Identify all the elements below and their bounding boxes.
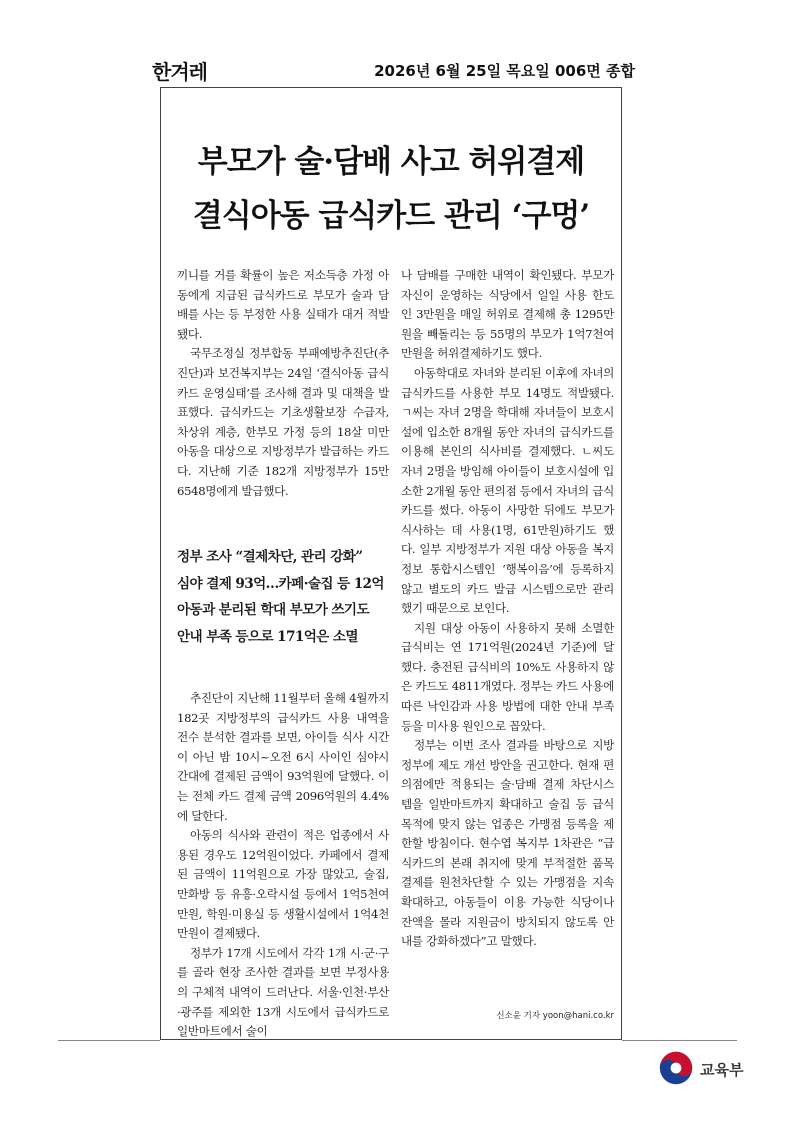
paragraph: 추진단이 지난해 11월부터 올해 4월까지 182곳 지방정부의 급식카드 사용 내역을 전수 분석한 결과를 보면, 아이들 식사 시간이 아닌 밤 10시~오전 6시 사이인 심야시간대에 결제된 금액이 93억원에 달했다. 이는 전체 카드 결제 금액 2096억원의 4.4%에 달한다. (177, 691, 389, 823)
taeguk-logo-icon (658, 1050, 694, 1086)
article-column-left-bottom (177, 689, 389, 1042)
ministry-label: 교육부 (700, 1061, 744, 1079)
paragraph: 지원 대상 아동이 사용하지 못해 소멸한 급식비는 연 171억원(2024년 기준)에 달했다. 충전된 급식비의 10%도 사용하지 않은 카드도 4811개였다. 정부는 카드 사용에 따른 낙인감과 사용 방법에 대한 안내 부족 등을 미사용 원인으로 꼽았다. (401, 620, 614, 733)
article-column-right (401, 266, 614, 952)
paragraph: 아동의 식사와 관련이 적은 업종에서 사용된 경우도 12억원이었다. 카페에서 결제된 금액이 11억원으로 가장 많았고, 술집, 만화방 등 유흥·오락시설 등에서 1억5천여만원, 학원·미용실 등 생활시설에서 1억4천만원이 결제됐다. (177, 828, 389, 941)
paragraph: 아동학대로 자녀와 분리된 이후에 자녀의 급식카드를 사용한 부모 14명도 적발됐다. ㄱ씨는 자녀 2명을 학대해 자녀들이 보호시설에 입소한 8개월 동안 자녀의 급식카드를 이용해 본인의 식사비를 결제했다. ㄴ씨도 자녀 2명을 방임해 아이들이 보호시설에 입소한 2개월 동안 편의점 등에서 자녀의 급식카드를 썼다. 아동이 사망한 뒤에도 부모가 식사하는 데 사용(1명, 61만원)하기도 했다. 일부 지방정부가 지원 대상 아동을 복지정보 통합시스템인 ‘행복이음’에 등록하지 않고 별도의 카드 발급 시스템으로만 관리했기 때문으로 보인다. (401, 365, 614, 616)
publication-dateline: 2026년 6월 25일 목요일 006면 종합 (374, 62, 635, 80)
paragraph: 정부는 이번 조사 결과를 바탕으로 지방정부에 제도 개선 방안을 권고한다. 현재 편의점에만 적용되는 술·담배 결제 차단시스템을 일반마트까지 확대하고 술집 등 급식 목적에 맞지 않는 업종은 가맹점 등록을 제한할 방침이다. 현수엽 복지부 1차관은 “급식카드의 본래 취지에 맞게 부적절한 품목 결제를 원천차단할 수 있는 가맹점을 지속 확대하고, 아동들이 이용 가능한 식당이나 잔액을 몰라 지원금이 방치되지 않도록 안내를 강화하겠다”고 말했다. (401, 738, 614, 949)
article-byline: 신소윤 기자 yoon@hani.co.kr (496, 1011, 614, 1021)
footer-divider-left (58, 1040, 160, 1041)
paragraph: 나 담배를 구매한 내역이 확인됐다. 부모가 자신이 운영하는 식당에서 일일 사용 한도인 3만원을 매일 허위로 결제해 총 1295만원을 빼돌리는 등 55명의 부모가 1억7천여만원을 허위결제하기도 했다. (401, 268, 614, 361)
newspaper-masthead: 한겨레 (152, 60, 207, 84)
subhead-line: 안내 부족 등으로 171억은 소멸 (177, 628, 358, 645)
headline-line-1: 부모가 술·담배 사고 허위결제 (197, 144, 585, 180)
article-column-left-top (177, 266, 389, 501)
footer-divider-right (622, 1040, 737, 1041)
paragraph: 끼니를 거를 확률이 높은 저소득층 가정 아동에게 지급된 급식카드로 부모가 술과 담배를 사는 등 부정한 사용 실태가 대거 적발됐다. (177, 268, 389, 341)
headline-line-2: 결식아동 급식카드 관리 ‘구멍’ (192, 198, 590, 234)
paragraph: 국무조정실 정부합동 부패예방추진단(추진단)과 보건복지부는 24일 ‘결식아동 급식카드 운영실태’를 조사해 결과 및 대책을 발표했다. 급식카드는 기초생활보장 수급자, 차상위 계층, 한부모 가정 등의 18살 미만 아동을 대상으로 지방정부가 발급하는 카드다. 지난해 기준 182개 지방정부가 15만6548명에게 발급했다. (177, 346, 389, 498)
subhead-line: 정부 조사 “결제차단, 관리 강화” (177, 549, 363, 565)
paragraph: 정부가 17개 시도에서 각각 1개 시·군·구를 골라 현장 조사한 결과를 보면 부정사용의 구체적 내역이 드러난다. 서울·인천·부산·광주를 제외한 13개 시도에서 급식카드로 일반마트에서 술이 (177, 945, 389, 1039)
subhead-line: 아동과 분리된 학대 부모가 쓰기도 (177, 602, 369, 619)
article-subheadline (177, 544, 392, 650)
subhead-line: 심야 결제 93억…카페·술집 등 12억 (177, 575, 384, 592)
